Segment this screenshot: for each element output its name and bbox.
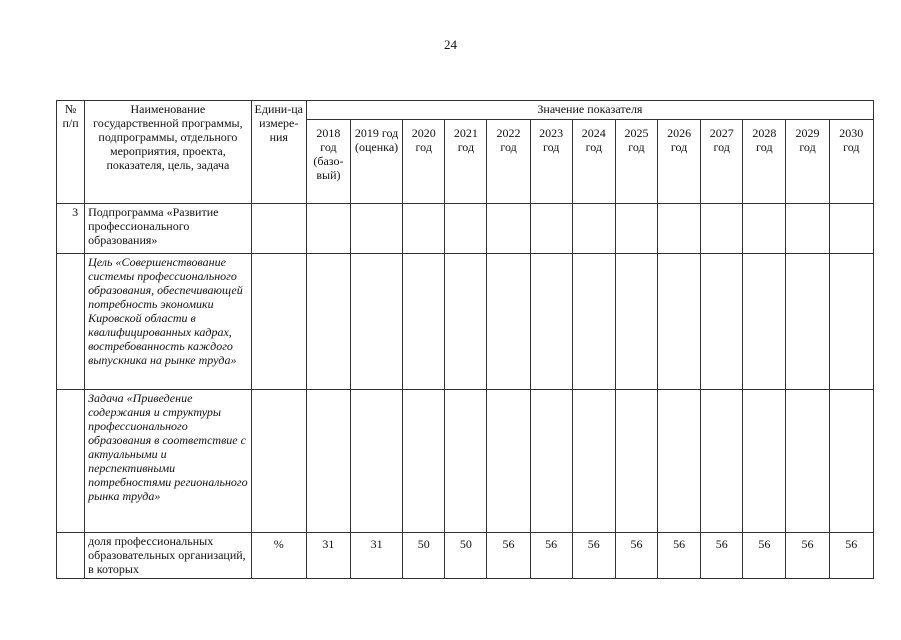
row-value: 56: [829, 533, 873, 579]
table-row: [57, 254, 874, 390]
row-value: [829, 390, 873, 533]
row-value: 56: [786, 533, 829, 579]
row-unit: [251, 204, 306, 254]
row-value: [615, 254, 657, 390]
row-value: [701, 254, 743, 390]
indicator-table: [56, 100, 874, 579]
header-year: 2029 год: [786, 119, 829, 203]
row-name: Подпрограмма «Развитие профессионального образования»: [85, 204, 252, 254]
row-value: [615, 390, 657, 533]
row-value: [701, 204, 743, 254]
row-value: 50: [445, 533, 487, 579]
header-year: 2027 год: [701, 119, 743, 203]
row-unit: [251, 254, 306, 390]
row-name: Задача «Приведение содержания и структуры профессионального образования в соответствие с актуальными и перспективными потребностями регионального рынка труда»: [85, 390, 252, 533]
row-value: [445, 204, 487, 254]
row-unit: %: [251, 533, 306, 579]
row-value: [829, 204, 873, 254]
header-value-group: Значение показателя: [306, 101, 873, 120]
header-year: 2024 год: [572, 119, 615, 203]
row-value: [786, 390, 829, 533]
row-value: 56: [701, 533, 743, 579]
row-value: [743, 204, 786, 254]
header-unit: Едини-ца измере-ния: [251, 101, 306, 204]
row-value: 31: [351, 533, 403, 579]
row-num: [57, 390, 85, 533]
row-value: [572, 254, 615, 390]
row-value: 56: [658, 533, 701, 579]
row-value: [487, 204, 530, 254]
row-value: [530, 390, 572, 533]
header-year: 2025 год: [615, 119, 657, 203]
row-name: Цель «Совершенствование системы профессионального образования, обеспечивающей потребность экономики Кировской области в квалифицированных кадрах, востребованность каждого выпускника на рынке труда»: [85, 254, 252, 390]
row-value: [445, 390, 487, 533]
row-value: [403, 390, 445, 533]
row-value: [351, 254, 403, 390]
row-value: [615, 204, 657, 254]
header-year: 2021 год: [445, 119, 487, 203]
row-value: 56: [487, 533, 530, 579]
row-value: [487, 254, 530, 390]
row-value: [658, 204, 701, 254]
row-value: [572, 204, 615, 254]
row-value: [306, 254, 350, 390]
row-value: [306, 390, 350, 533]
row-num: 3: [57, 204, 85, 254]
row-value: [786, 254, 829, 390]
header-year: 2019 год (оценка): [351, 119, 403, 203]
row-value: [572, 390, 615, 533]
row-value: 50: [403, 533, 445, 579]
header-year: 2018 год (базо-вый): [306, 119, 350, 203]
row-value: [786, 204, 829, 254]
row-value: [658, 254, 701, 390]
header-year: 2022 год: [487, 119, 530, 203]
row-value: [403, 254, 445, 390]
row-value: 56: [615, 533, 657, 579]
row-value: [487, 390, 530, 533]
row-value: [306, 204, 350, 254]
row-value: [743, 254, 786, 390]
row-value: [351, 204, 403, 254]
header-year: 2020 год: [403, 119, 445, 203]
row-value: 56: [743, 533, 786, 579]
row-value: [530, 254, 572, 390]
row-value: [829, 254, 873, 390]
row-value: [351, 390, 403, 533]
row-value: 56: [530, 533, 572, 579]
header-year: 2030 год: [829, 119, 873, 203]
table-row: [57, 533, 874, 579]
row-name: доля профессиональных образовательных организаций, в которых: [85, 533, 252, 579]
row-value: [530, 204, 572, 254]
header-name: Наименование государственной программы, подпрограммы, отдельного мероприятия, проекта, показателя, цель, задача: [85, 101, 252, 204]
row-value: 56: [572, 533, 615, 579]
row-value: 31: [306, 533, 350, 579]
header-year: 2028 год: [743, 119, 786, 203]
row-value: [701, 390, 743, 533]
row-value: [743, 390, 786, 533]
header-year: 2023 год: [530, 119, 572, 203]
table-row: [57, 390, 874, 533]
row-num: [57, 533, 85, 579]
header-year: 2026 год: [658, 119, 701, 203]
row-value: [403, 204, 445, 254]
header-row-top: [57, 101, 874, 120]
row-unit: [251, 390, 306, 533]
row-value: [445, 254, 487, 390]
page-number: 24: [444, 37, 457, 52]
row-value: [658, 390, 701, 533]
header-num: № п/п: [57, 101, 85, 204]
table-row: [57, 204, 874, 254]
row-num: [57, 254, 85, 390]
